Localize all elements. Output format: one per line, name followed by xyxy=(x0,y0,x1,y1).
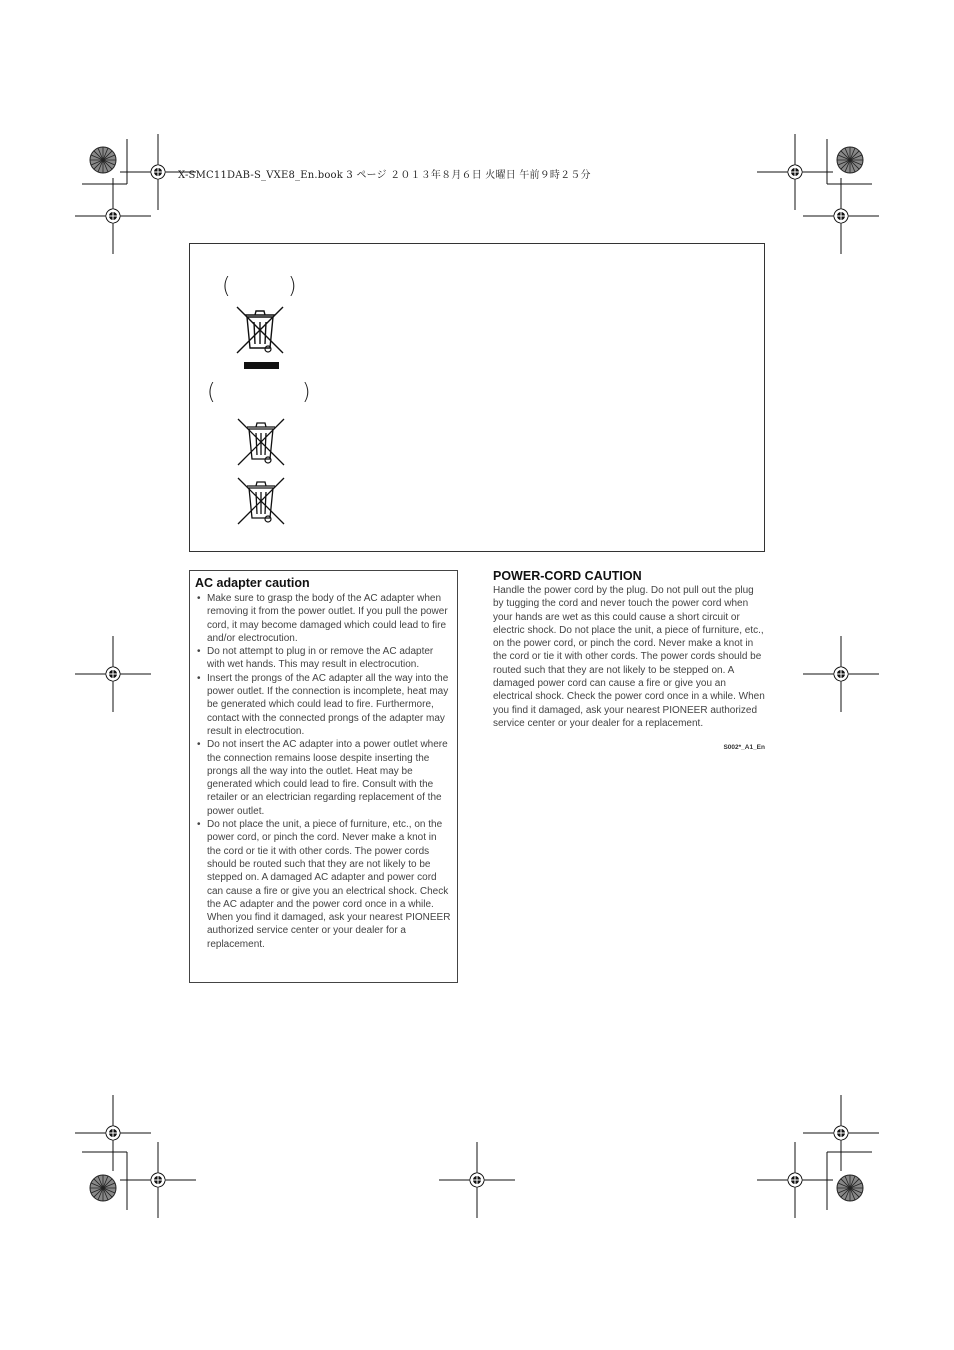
list-item: • Insert the prongs of the AC adapter all the way into the power outlet. If the connection is incomplete, heat may be generated which could lead to fire. Furthermore, contact with the connected prongs of the adapter may result in electrocution. xyxy=(195,672,451,738)
close-parenthesis: ) xyxy=(302,380,311,405)
open-parenthesis: ( xyxy=(207,380,216,405)
crossed-out-wheeled-bin-icon xyxy=(235,417,287,467)
open-parenthesis: ( xyxy=(222,274,231,299)
close-parenthesis: ) xyxy=(288,274,297,299)
file-stamp: X-SMC11DAB-S_VXE8_En.book 3 ページ ２０１３年８月６日 火曜日 午前９時２５分 xyxy=(178,170,591,181)
ac-adapter-caution-list xyxy=(195,592,451,951)
crossed-out-wheeled-bin-icon xyxy=(235,476,287,526)
document-code: S002*_A1_En xyxy=(723,744,765,751)
power-cord-caution-section xyxy=(493,569,765,730)
list-item: • Do not attempt to plug in or remove the AC adapter with wet hands. This may result in electrocution. xyxy=(195,645,451,672)
list-item: • Make sure to grasp the body of the AC adapter when removing it from the power outlet. If you pull the power cord, it may become damaged which could lead to fire and/or electrocution. xyxy=(195,592,451,645)
list-item: • Do not place the unit, a piece of furniture, etc., on the power cord, or pinch the cord. Never make a knot in the cord or tie it with other cords. The power cords should be routed such that they are not likely to be stepped on. A damaged AC adapter and power cord can cause a fire or give you an electrical shock. Check the AC adapter and the power cord once in a while. When you find it damaged, ask your nearest PIONEER authorized service center or your dealer for a replacement. xyxy=(195,818,451,951)
list-item: • Do not insert the AC adapter into a power outlet where the connection remains loose despite inserting the prongs all the way into the outlet. Heat may be generated which could lead to fire. Consult with the retailer or an electrician regarding replacement of the power outlet. xyxy=(195,738,451,818)
power-cord-caution-body: Handle the power cord by the plug. Do not pull out the plug by tugging the cord and never touch the power cord when your hands are wet as this could cause a short circuit or electric shock. Do not place the unit, a piece of furniture, etc., on the power cord, or pinch the cord. Never make a knot in the cord or tie it with other cords. The power cords should be routed such that they are not likely to be stepped on. A damaged power cord can cause a fire or give you an electrical shock. Check the power cord once in a while. When you find it damaged, ask your nearest PIONEER authorized service center or your dealer for a replacement. xyxy=(493,585,765,729)
power-cord-caution-title: POWER-CORD CAUTION xyxy=(493,569,642,583)
crossed-out-wheeled-bin-icon xyxy=(234,304,286,372)
ac-adapter-caution-box xyxy=(189,570,458,983)
ac-adapter-caution-title: AC adapter caution xyxy=(195,576,310,590)
